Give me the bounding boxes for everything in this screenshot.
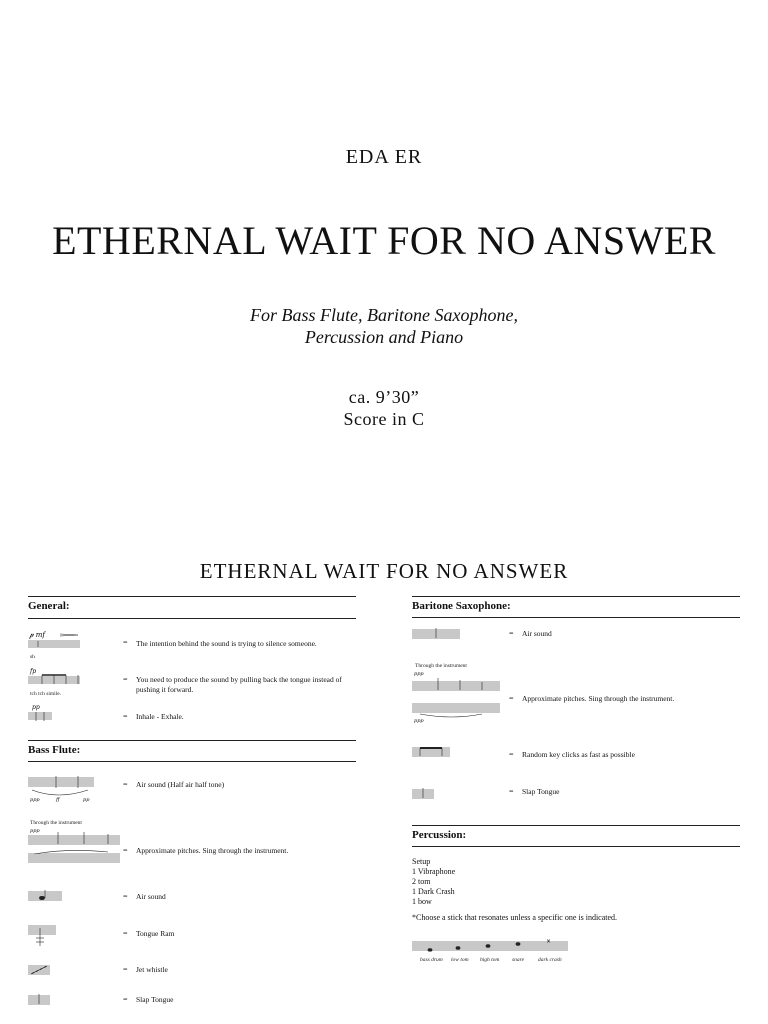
general-text-1: The intention behind the sound is trying to silence someone. xyxy=(136,639,317,648)
bass-flute-eq-2: = xyxy=(123,846,128,855)
general-mark-tch: tch tch simile. xyxy=(30,691,62,697)
bass-flute-staff-6 xyxy=(28,992,58,1008)
general-text-2 xyxy=(136,675,342,695)
svg-text:ppp: ppp xyxy=(30,828,40,834)
bari-sax-eq-4: = xyxy=(509,787,514,796)
svg-text:ff: ff xyxy=(56,797,60,803)
general-text-2-line-1: You need to produce the sound by pulling back the tongue instead of xyxy=(136,675,342,684)
bari-sax-rule-bottom xyxy=(412,617,740,618)
general-eq-2: = xyxy=(123,675,128,684)
bari-sax-text-3: Random key clicks as fast as possible xyxy=(522,750,635,759)
bari-sax-heading: Baritone Saxophone: xyxy=(412,600,511,612)
percussion-label-high-tom: high tom xyxy=(480,957,500,963)
general-rule-top xyxy=(28,596,356,597)
percussion-label-snare: snare xyxy=(512,957,525,963)
general-heading: General: xyxy=(28,600,70,612)
bass-flute-text-3: Air sound xyxy=(136,892,166,901)
percussion-staff xyxy=(412,938,572,956)
svg-text:×: × xyxy=(546,938,552,945)
duration-block xyxy=(0,386,768,430)
percussion-setup-line: 1 Dark Crash xyxy=(412,887,455,896)
instrumentation xyxy=(0,304,768,348)
duration: ca. 9’30” xyxy=(348,387,420,407)
svg-text:ppp: ppp xyxy=(414,671,424,677)
bass-flute-eq-1: = xyxy=(123,780,128,789)
percussion-label-dark-crash: dark crash xyxy=(538,957,562,963)
percussion-label-low-tom: low tom xyxy=(451,957,469,963)
bass-flute-staff-5 xyxy=(28,962,58,978)
bass-flute-eq-6: = xyxy=(123,995,128,1004)
instrumentation-line-2: Percussion and Piano xyxy=(304,327,464,347)
general-text-2-line-2: pushing it forward. xyxy=(136,685,194,694)
bari-sax-eq-2: = xyxy=(509,694,514,703)
piece-title: ETHERNAL WAIT FOR NO ANSWER xyxy=(52,218,716,263)
percussion-setup-line: 1 Vibraphone xyxy=(412,867,456,876)
bass-flute-rule-bottom xyxy=(28,761,356,762)
general-eq-1: = xyxy=(123,638,128,647)
bass-flute-mark-through: Through the instrument xyxy=(30,820,82,826)
bass-flute-text-4: Tongue Ram xyxy=(136,929,175,938)
percussion-setup-list xyxy=(412,857,455,907)
percussion-label-bass-drum: bass drum xyxy=(420,957,443,963)
percussion-note: *Choose a stick that resonates unless a specific one is indicated. xyxy=(412,913,618,922)
bari-sax-eq-3: = xyxy=(509,750,514,759)
bass-flute-staff-2 xyxy=(28,828,124,868)
bari-sax-staff-4 xyxy=(412,786,440,802)
bass-flute-eq-4: = xyxy=(123,929,128,938)
svg-text:pp: pp xyxy=(32,704,40,711)
bari-sax-mark-through: Through the instrument xyxy=(415,663,467,669)
bari-sax-text-1: Air sound xyxy=(522,629,552,638)
bass-flute-text-6: Slap Tongue xyxy=(136,995,174,1004)
percussion-rule-bottom xyxy=(412,846,740,847)
general-rule-bottom xyxy=(28,618,356,619)
bass-flute-text-5: Jet whistle xyxy=(136,965,168,974)
general-staff-2 xyxy=(28,668,84,690)
percussion-setup-line: 1 bow xyxy=(412,897,432,906)
general-eq-3: = xyxy=(123,712,128,721)
percussion-setup-line: Setup xyxy=(412,857,431,866)
svg-text:𝆏 mf: 𝆏 mf xyxy=(30,631,45,639)
score-type: Score in C xyxy=(343,409,425,429)
bass-flute-staff-1 xyxy=(28,774,98,804)
bari-sax-text-4: Slap Tongue xyxy=(522,787,560,796)
svg-text:pp: pp xyxy=(83,797,90,803)
percussion-setup-line: 2 tom xyxy=(412,877,431,886)
bass-flute-staff-3 xyxy=(28,888,68,906)
bari-sax-eq-1: = xyxy=(509,629,514,638)
bari-sax-staff-1 xyxy=(412,626,466,642)
svg-text:ppp: ppp xyxy=(414,718,424,724)
legend-title: ETHERNAL WAIT FOR NO ANSWER xyxy=(199,559,569,583)
bass-flute-heading: Bass Flute: xyxy=(28,744,81,756)
svg-text:ppp: ppp xyxy=(30,797,40,803)
svg-text:fp: fp xyxy=(30,668,37,675)
bari-sax-staff-3 xyxy=(412,744,456,762)
bari-sax-text-2: Approximate pitches. Sing through the instrument. xyxy=(522,694,675,703)
general-mark-sh: sh xyxy=(30,654,35,660)
general-staff-1 xyxy=(28,632,84,652)
composer-name: EDA ER xyxy=(345,146,423,168)
bass-flute-staff-4 xyxy=(28,922,64,948)
general-text-3: Inhale - Exhale. xyxy=(136,712,184,721)
bass-flute-text-1: Air sound (Half air half tone) xyxy=(136,780,225,789)
general-staff-3 xyxy=(28,704,58,724)
percussion-heading: Percussion: xyxy=(412,829,467,841)
bass-flute-text-2: Approximate pitches. Sing through the instrument. xyxy=(136,846,289,855)
bari-sax-rule-top xyxy=(412,596,740,597)
instrumentation-line-1: For Bass Flute, Baritone Saxophone, xyxy=(250,305,518,325)
bass-flute-rule-top xyxy=(28,740,356,741)
bass-flute-eq-3: = xyxy=(123,892,128,901)
percussion-rule-top xyxy=(412,825,740,826)
bari-sax-staff-2 xyxy=(412,670,504,722)
bass-flute-eq-5: = xyxy=(123,965,128,974)
